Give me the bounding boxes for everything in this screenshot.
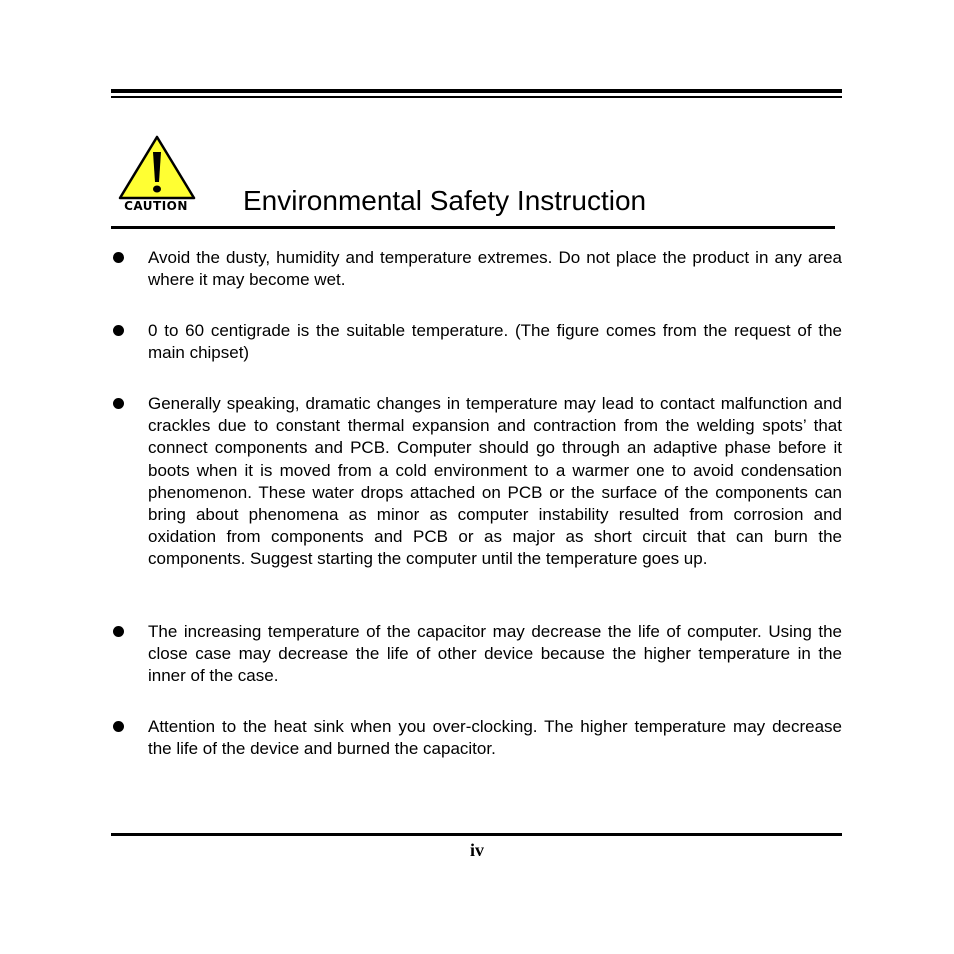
list-item — [111, 716, 842, 760]
list-item-text: 0 to 60 centigrade is the suitable temperature. (The figure comes from the request of the main chipset) — [148, 321, 842, 363]
instruction-list — [111, 247, 842, 760]
title-underline — [111, 226, 835, 229]
caution-label: CAUTION — [124, 199, 188, 213]
list-item — [111, 393, 842, 621]
list-item-text: Attention to the heat sink when you over-clocking. The higher temperature may decrease the life of the device and burned the capacitor. — [148, 717, 842, 759]
list-item — [111, 621, 842, 716]
bullet-icon — [113, 398, 124, 409]
bullet-icon — [113, 626, 124, 637]
list-item — [111, 247, 842, 320]
page-number: iv — [469, 840, 484, 860]
list-item — [111, 320, 842, 393]
header-rule-thin — [111, 96, 842, 98]
bullet-icon — [113, 325, 124, 336]
bullet-icon — [113, 252, 124, 263]
header-rule-thick — [111, 89, 842, 93]
list-item-text: Avoid the dusty, humidity and temperature extremes. Do not place the product in any area where it may become wet. — [148, 248, 842, 290]
footer-rule — [111, 833, 842, 836]
list-item-text: Generally speaking, dramatic changes in temperature may lead to contact malfunction and crackles due to constant thermal expansion and contraction from the welding spots’ that connect components and PCB. Computer should go through an adaptive phase before it boots when it is moved from a cold environment to a warmer one to avoid condensation phenomenon. These water drops attached on PCB or the surface of the components can bring about phenomena as minor as computer instability resulted from corrosion and oxidation from components and PCB or as major as short circuit that can burn the components. Suggest starting the computer until the temperature goes up. — [148, 394, 842, 569]
list-item-text: The increasing temperature of the capacitor may decrease the life of computer. Using the close case may decrease the life of other device because the higher temperature in the inner of the case. — [148, 622, 842, 686]
bullet-icon — [113, 721, 124, 732]
page-title: Environmental Safety Instruction — [243, 185, 647, 216]
